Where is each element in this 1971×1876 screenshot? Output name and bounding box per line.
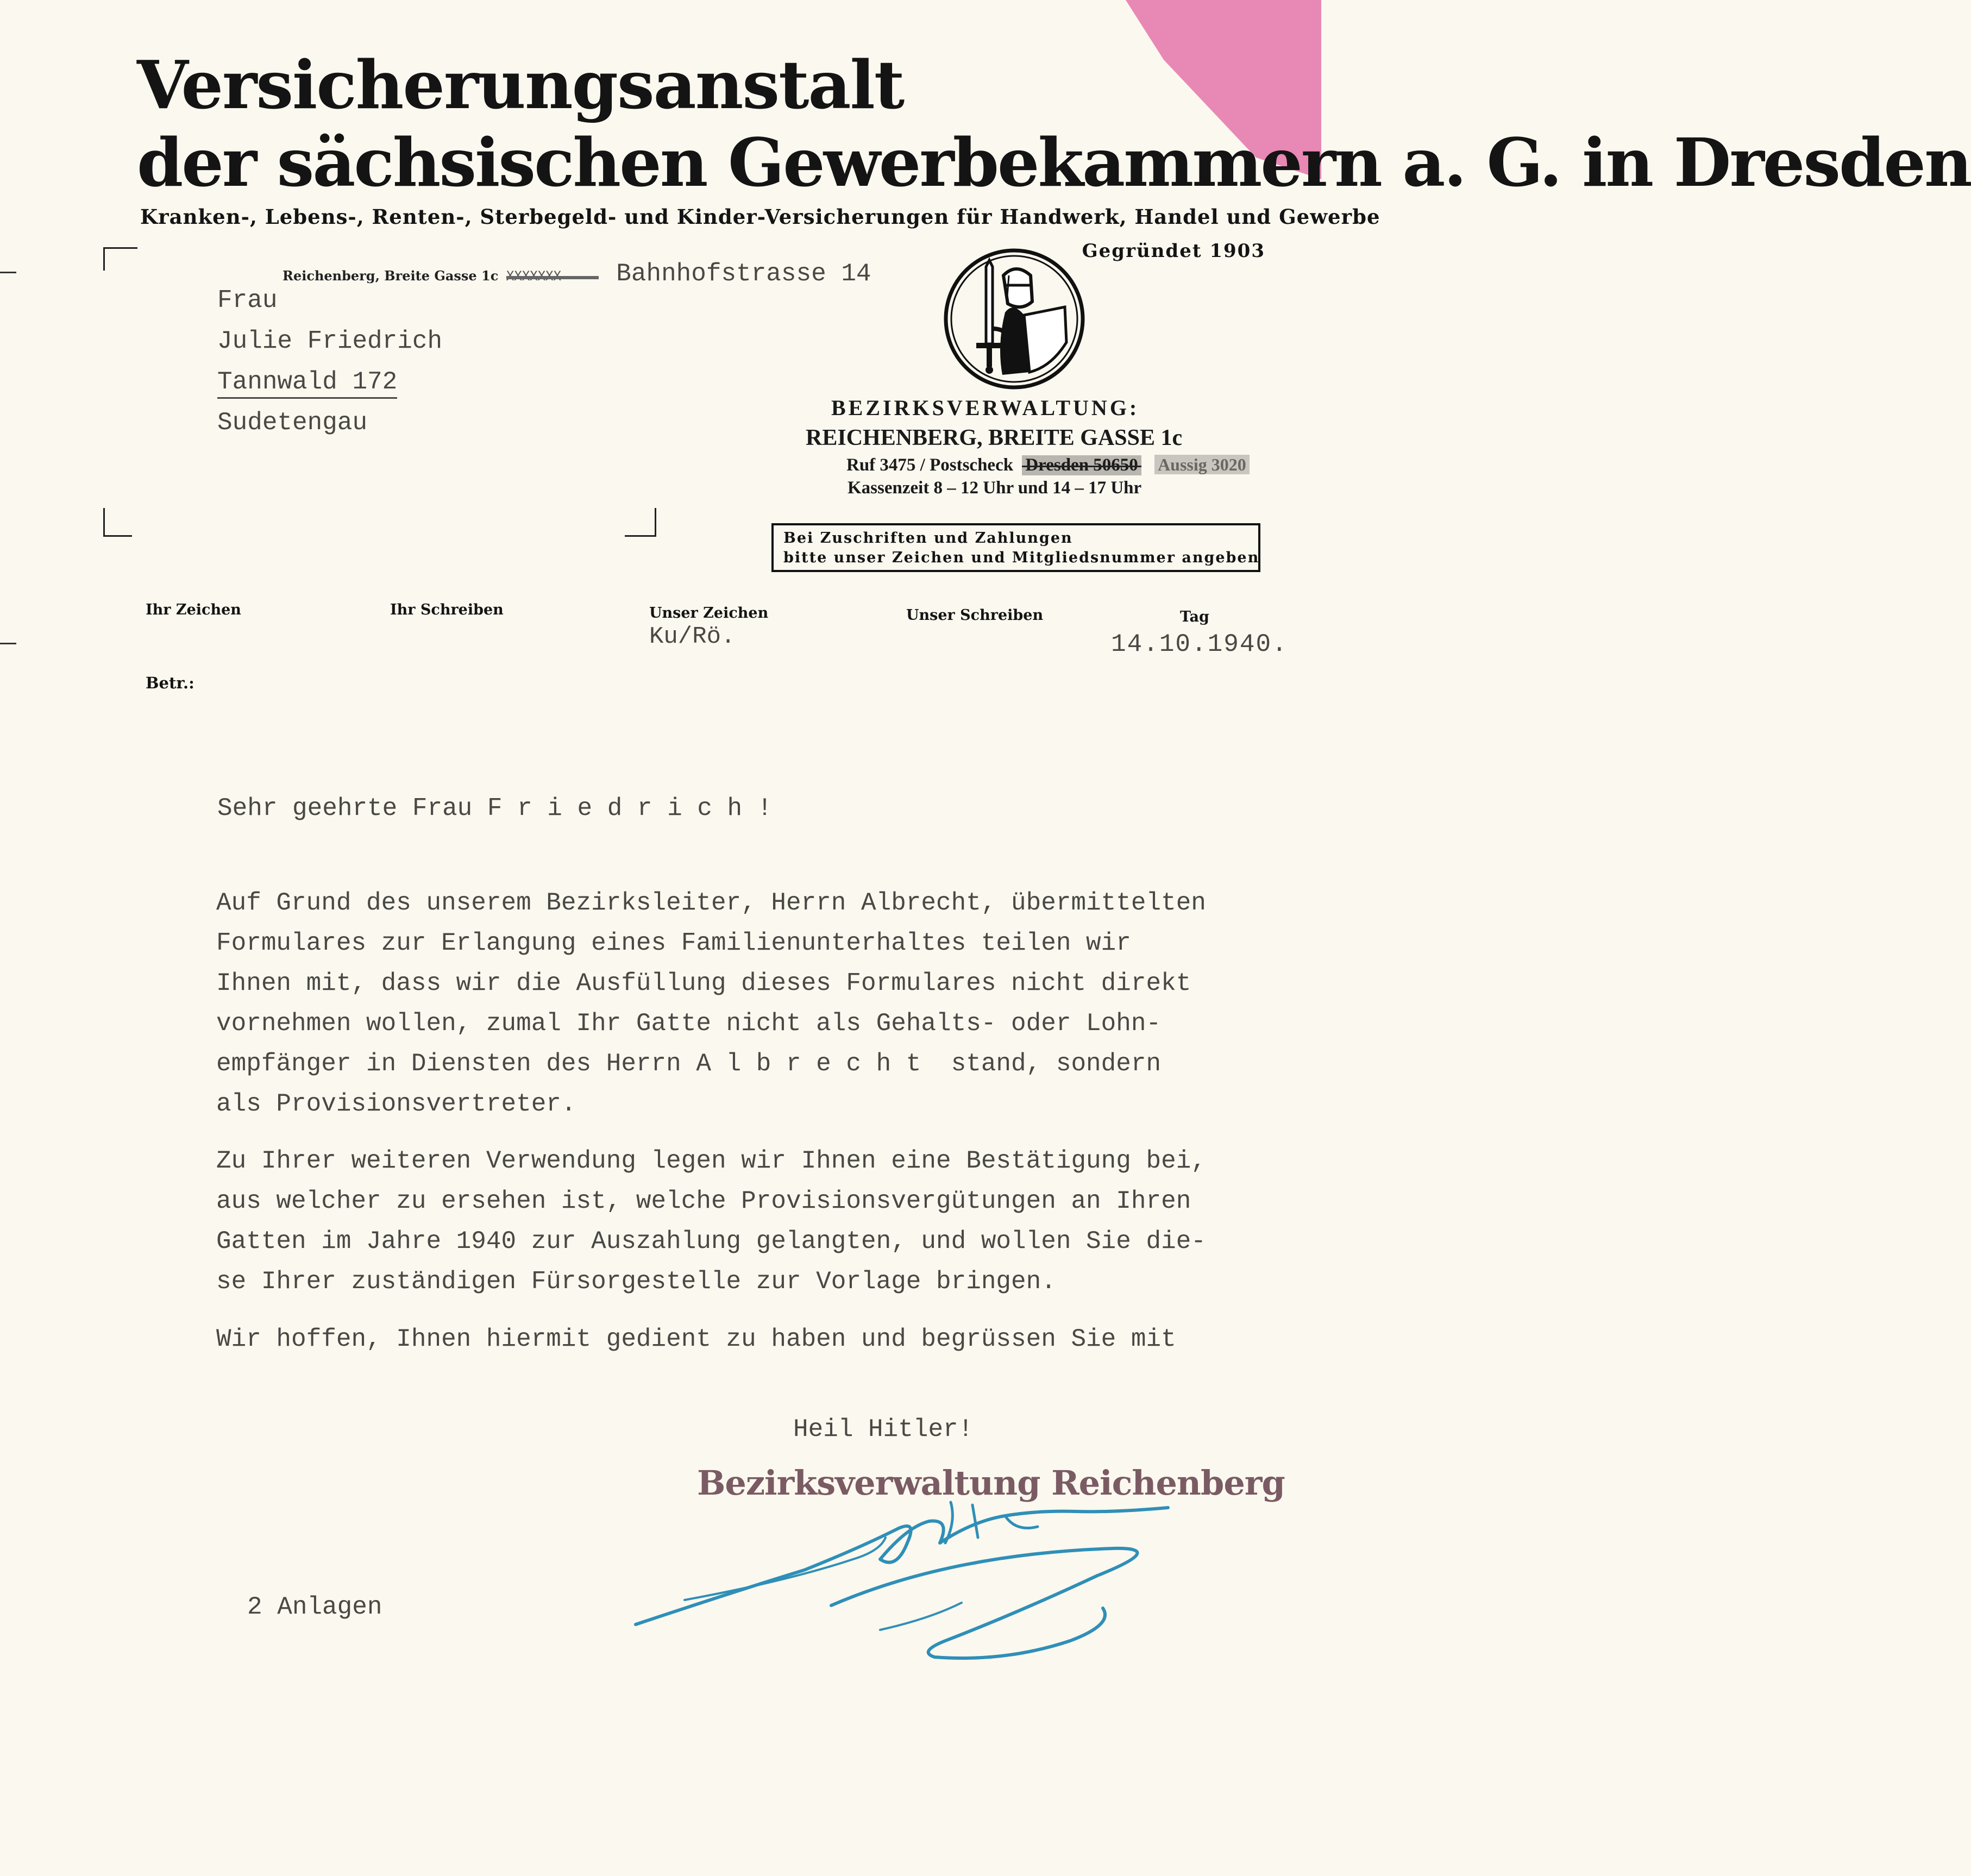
office-hours: Kassenzeit 8 – 12 Uhr und 14 – 17 Uhr xyxy=(848,478,1142,498)
knight-with-sword-icon xyxy=(943,247,1087,391)
return-address-struck: XXXXXXX xyxy=(506,268,599,284)
body-paragraph-3: Wir hoffen, Ihnen hiermit gedient zu haben und begrüssen Sie mit xyxy=(216,1325,1176,1353)
recipient-region: Sudetengau xyxy=(217,409,368,437)
enclosures: 2 Anlagen xyxy=(247,1593,382,1621)
handwritten-signature xyxy=(625,1478,1195,1673)
body-paragraph-1: Auf Grund des unserem Bezirksleiter, Herrn Albrecht, übermittelten Formulares zur Erlangung eines Familienunterhaltes teilen wir Ihnen mit, dass wir die Ausfüllung dieses Formulares nicht direkt vornehmen wollen, zumal Ihr Gatte nicht als Gehalts- oder Lohn- empfänger in Diensten des Herrn A l b r e c h t stand, sondern als Provisionsvertreter. xyxy=(216,889,1206,1118)
org-tagline: Kranken-, Lebens-, Renten-, Sterbegeld- und Kinder-Versicherungen für Handwerk, Handel und Gewerbe xyxy=(140,205,1380,229)
label-our-sign: Unser Zeichen xyxy=(649,605,769,622)
phone-and-postcheck-label: Ruf 3475 / Postscheck xyxy=(846,455,1014,475)
admin-address: REICHENBERG, BREITE GASSE 1c xyxy=(806,425,1183,450)
return-address-typed: Bahnhofstrasse 14 xyxy=(616,260,871,288)
our-sign-value: Ku/Rö. xyxy=(649,623,736,650)
office-stamp: Bezirksverwaltung Reichenberg xyxy=(697,1463,1285,1503)
label-our-letter: Unser Schreiben xyxy=(906,607,1044,624)
admin-phone-line xyxy=(846,455,1250,475)
return-address xyxy=(283,260,871,288)
postcheck-old-struck: Dresden 50650 xyxy=(1022,455,1141,475)
label-date: Tag xyxy=(1180,608,1209,625)
org-name-line2: der sächsischen Gewerbekammern a. G. in Dresden xyxy=(137,123,1971,202)
fold-mark-lower xyxy=(0,643,16,644)
window-mark-top-left xyxy=(103,247,137,271)
notice-line2: bitte unser Zeichen und Mitgliedsnummer angeben xyxy=(783,549,1260,566)
founded-year: Gegründet 1903 xyxy=(1082,240,1265,262)
recipient-name: Julie Friedrich xyxy=(217,327,443,355)
reference-notice-box xyxy=(771,523,1260,572)
letter-date: 14.10.1940. xyxy=(1111,630,1288,658)
label-your-letter: Ihr Schreiben xyxy=(390,601,504,618)
admin-title: BEZIRKSVERWALTUNG: xyxy=(831,396,1140,420)
closing-line: Heil Hitler! xyxy=(793,1415,974,1444)
return-address-printed: Reichenberg, Breite Gasse 1c xyxy=(283,268,499,284)
subject-label: Betr.: xyxy=(146,674,194,692)
greeting: Sehr geehrte Frau F r i e d r i c h ! xyxy=(217,794,773,823)
recipient-town: Tannwald 172 xyxy=(217,368,397,399)
window-mark-bottom-right xyxy=(625,508,656,537)
body-paragraph-2: Zu Ihrer weiteren Verwendung legen wir Ihnen eine Bestätigung bei, aus welcher zu ersehen ist, welche Provisionsvergütungen an Ihren Gatten im Jahre 1940 zur Auszahlung gelangten, und wollen Sie die- se Ihrer zuständigen Fürsorgestelle zur Vorlage bringen. xyxy=(216,1147,1206,1296)
label-your-sign: Ihr Zeichen xyxy=(146,601,241,618)
notice-line1: Bei Zuschriften und Zahlungen xyxy=(783,530,1073,547)
org-name-line1: Versicherungsanstalt xyxy=(137,46,904,124)
postcheck-new-stamp: Aussig 3020 xyxy=(1154,455,1250,474)
window-mark-bottom-left xyxy=(103,508,132,537)
fold-mark-upper xyxy=(0,272,16,273)
recipient-salutation: Frau xyxy=(217,286,278,315)
